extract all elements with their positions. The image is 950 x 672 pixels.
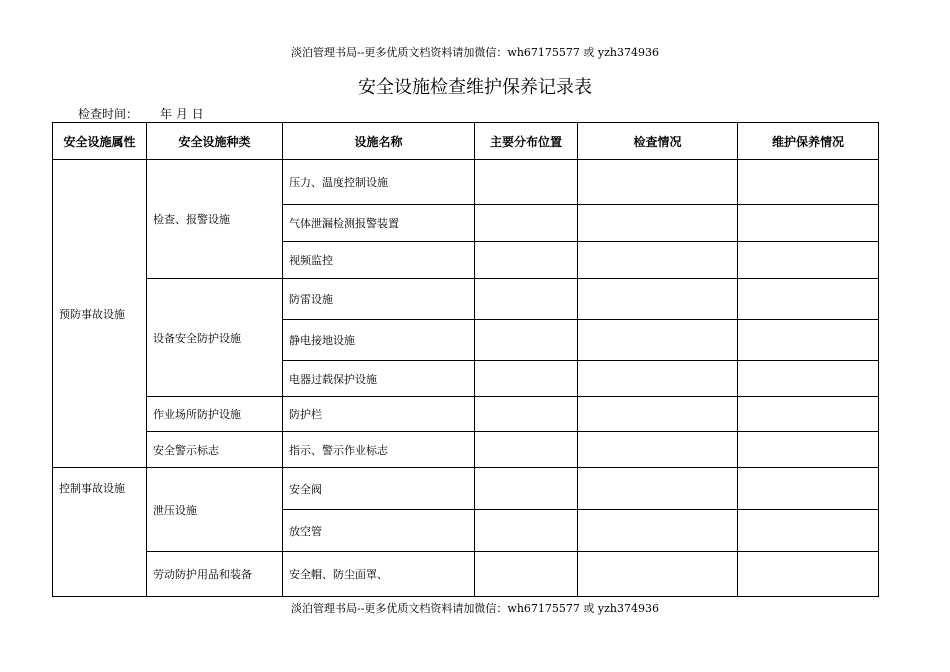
inspection-cell[interactable] — [578, 320, 738, 361]
location-cell[interactable] — [475, 397, 578, 432]
location-cell[interactable] — [475, 205, 578, 242]
inspection-cell[interactable] — [578, 552, 738, 597]
page-title: 安全设施检查维护保养记录表 — [358, 77, 592, 98]
location-cell[interactable] — [475, 279, 578, 320]
facility-cell: 电器过载保护设施 — [283, 361, 475, 397]
check-date: 年 月 日 — [160, 107, 204, 121]
header-inspection: 检查情况 — [578, 123, 738, 160]
table-row — [53, 397, 879, 432]
facility-cell: 安全阀 — [283, 468, 475, 510]
facility-cell: 防护栏 — [283, 397, 475, 432]
maintenance-cell[interactable] — [738, 160, 879, 205]
location-cell[interactable] — [475, 432, 578, 468]
facility-cell: 压力、温度控制设施 — [283, 160, 475, 205]
maintenance-cell[interactable] — [738, 510, 879, 552]
category-cell: 安全警示标志 — [147, 432, 283, 468]
inspection-cell[interactable] — [578, 510, 738, 552]
location-cell[interactable] — [475, 242, 578, 279]
maintenance-cell[interactable] — [738, 279, 879, 320]
inspection-cell[interactable] — [578, 205, 738, 242]
facility-cell: 气体泄漏检测报警装置 — [283, 205, 475, 242]
header-note: 淡泊管理书局--更多优质文档资料请加微信：wh67175577 或 yzh374936 — [291, 46, 659, 59]
maintenance-cell[interactable] — [738, 242, 879, 279]
location-cell[interactable] — [475, 361, 578, 397]
table-header-row — [53, 123, 879, 160]
inspection-cell[interactable] — [578, 242, 738, 279]
category-cell: 劳动防护用品和装备 — [147, 552, 283, 597]
table-row — [53, 468, 879, 510]
facility-cell: 安全帽、防尘面罩、 — [283, 552, 475, 597]
table-row — [53, 552, 879, 597]
facility-cell: 防雷设施 — [283, 279, 475, 320]
header-facility-name: 设施名称 — [283, 123, 475, 160]
maintenance-cell[interactable] — [738, 432, 879, 468]
category-cell: 泄压设施 — [147, 468, 283, 552]
inspection-cell[interactable] — [578, 279, 738, 320]
header-category: 安全设施种类 — [147, 123, 283, 160]
table-row — [53, 432, 879, 468]
header-location: 主要分布位置 — [475, 123, 578, 160]
check-time-line — [78, 106, 204, 122]
facility-cell: 放空管 — [283, 510, 475, 552]
inspection-cell[interactable] — [578, 397, 738, 432]
maintenance-cell[interactable] — [738, 397, 879, 432]
maintenance-cell[interactable] — [738, 205, 879, 242]
maintenance-cell[interactable] — [738, 361, 879, 397]
footer-note: 淡泊管理书局--更多优质文档资料请加微信：wh67175577 或 yzh374936 — [291, 602, 659, 615]
location-cell[interactable] — [475, 160, 578, 205]
category-cell: 作业场所防护设施 — [147, 397, 283, 432]
attribute-cell: 控制事故设施 — [53, 468, 147, 597]
attribute-cell: 预防事故设施 — [53, 160, 147, 468]
inspection-cell[interactable] — [578, 468, 738, 510]
facility-cell: 静电接地设施 — [283, 320, 475, 361]
maintenance-cell[interactable] — [738, 468, 879, 510]
inspection-cell[interactable] — [578, 160, 738, 205]
maintenance-cell[interactable] — [738, 320, 879, 361]
location-cell[interactable] — [475, 510, 578, 552]
location-cell[interactable] — [475, 468, 578, 510]
header-maintenance: 维护保养情况 — [738, 123, 879, 160]
category-cell: 检查、报警设施 — [147, 160, 283, 279]
record-table — [52, 122, 879, 597]
location-cell[interactable] — [475, 552, 578, 597]
inspection-cell[interactable] — [578, 361, 738, 397]
facility-cell: 指示、警示作业标志 — [283, 432, 475, 468]
facility-cell: 视频监控 — [283, 242, 475, 279]
category-cell: 设备安全防护设施 — [147, 279, 283, 397]
inspection-cell[interactable] — [578, 432, 738, 468]
location-cell[interactable] — [475, 320, 578, 361]
maintenance-cell[interactable] — [738, 552, 879, 597]
check-time-label: 检查时间： — [78, 107, 139, 121]
table-row — [53, 160, 879, 205]
table-row — [53, 279, 879, 320]
header-attribute: 安全设施属性 — [53, 123, 147, 160]
